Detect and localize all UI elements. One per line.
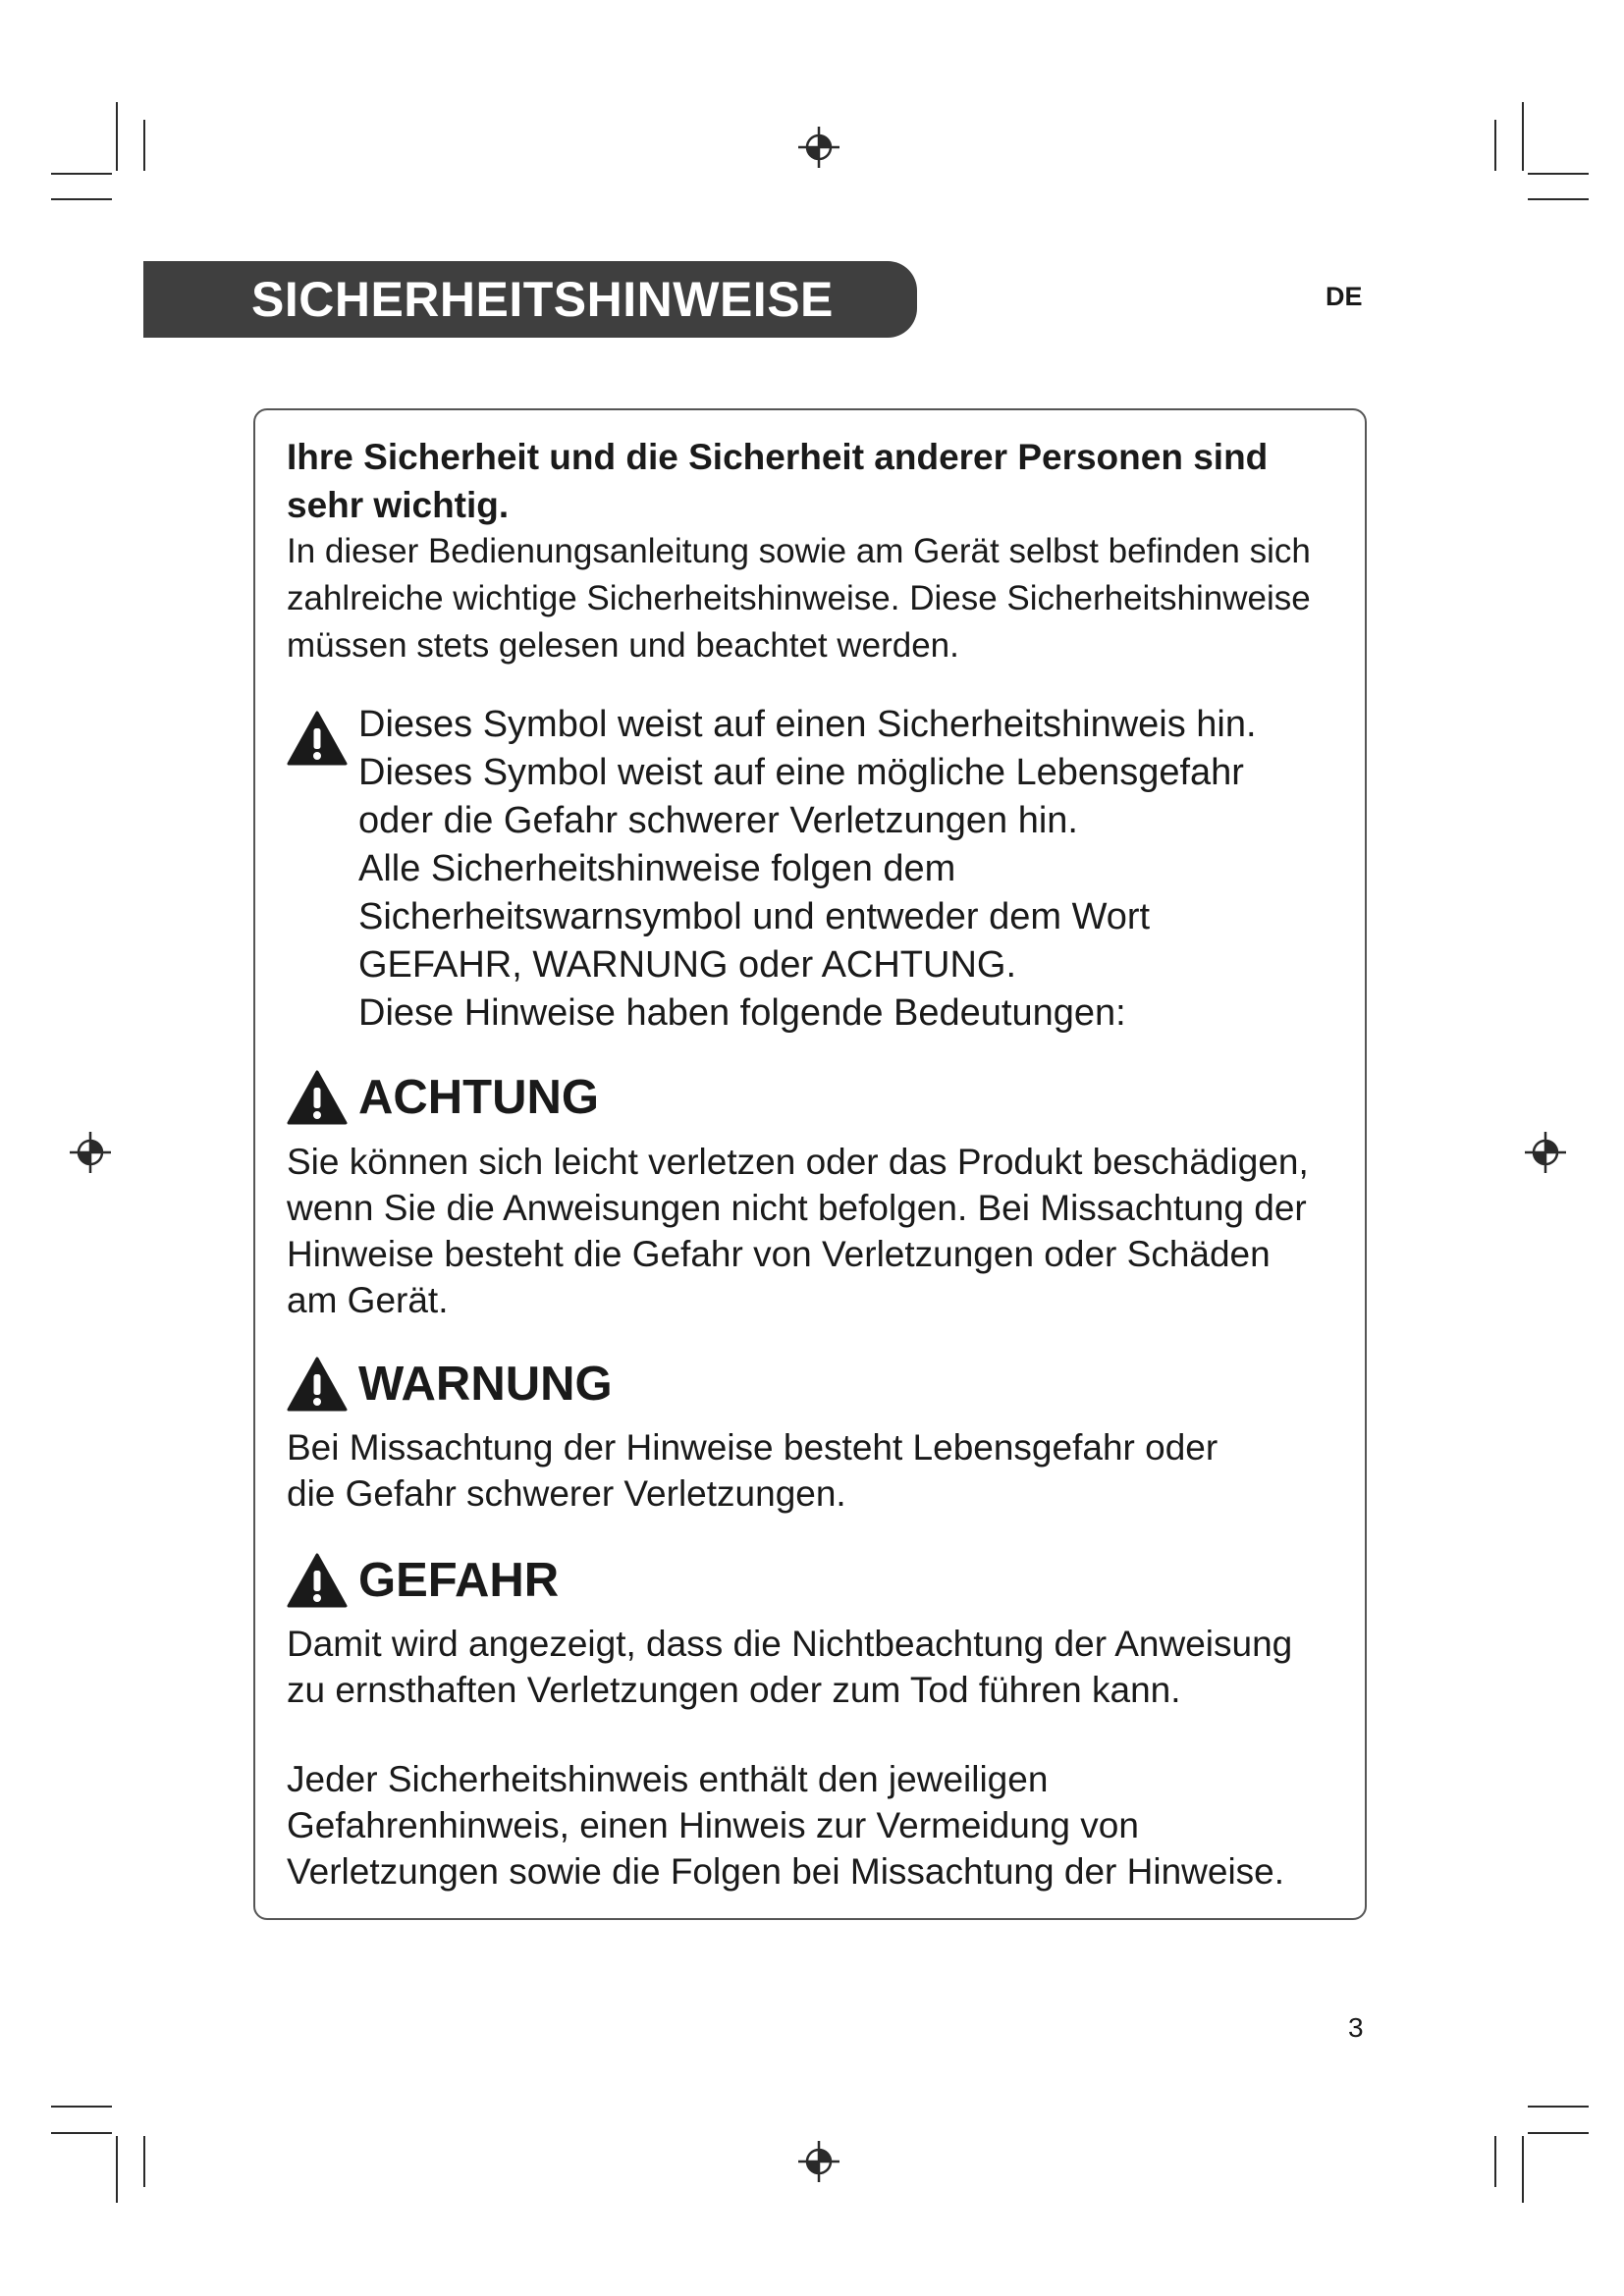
registration-mark-icon bbox=[69, 1131, 112, 1174]
closing-paragraph: Jeder Sicherheitshinweis enthält den jeweiligen Gefahrenhinweis, einen Hinweis zur Vermeidung von Verletzungen sowie die Folgen bei Missachtung der Hinweise. bbox=[287, 1759, 1285, 1892]
registration-mark-icon bbox=[1524, 1131, 1567, 1174]
warning-triangle-icon bbox=[287, 711, 348, 766]
language-code: DE bbox=[1326, 282, 1363, 311]
signal-word-gefahr: GEFAHR bbox=[358, 1554, 560, 1607]
signal-description-gefahr: Damit wird angezeigt, dass die Nichtbeachtung der Anweisung zu ernsthaften Verletzungen oder zum Tod führen kann. bbox=[287, 1624, 1293, 1710]
warning-triangle-icon bbox=[287, 1070, 348, 1125]
page-title: SICHERHEITSHINWEISE bbox=[251, 272, 834, 327]
intro-body: In dieser Bedienungsanleitung sowie am Gerät selbst befinden sich zahlreiche wichtige Sicherheitshinweise. Diese Sicherheitshinweise müssen stets gelesen und beachtet werden. bbox=[287, 532, 1311, 665]
signal-description-achtung: Sie können sich leicht verletzen oder das Produkt beschädigen, wenn Sie die Anweisungen nicht befolgen. Bei Missachtung der Hinweise besteht die Gefahr von Verletzungen oder Schäden am Gerät. bbox=[287, 1142, 1309, 1320]
warning-triangle-icon bbox=[287, 1553, 348, 1608]
registration-mark-icon bbox=[797, 126, 840, 169]
symbol-explanation: Dieses Symbol weist auf einen Sicherheitshinweis hin. Dieses Symbol weist auf eine mögliche Lebensgefahr oder die Gefahr schwerer Verletzungen hin. Alle Sicherheitshinweise folgen dem Sicherheitswarnsymbol und entweder dem Wort GEFAHR, WARNUNG oder ACHTUNG. Diese Hinweise haben folgende Bedeutungen: bbox=[358, 704, 1257, 1034]
signal-word-achtung: ACHTUNG bbox=[358, 1071, 599, 1124]
warning-triangle-icon bbox=[287, 1357, 348, 1412]
intro-heading: Ihre Sicherheit und die Sicherheit anderer Personen sind sehr wichtig. bbox=[287, 437, 1269, 525]
signal-description-warnung: Bei Missachtung der Hinweise besteht Lebensgefahr oder die Gefahr schwerer Verletzungen. bbox=[287, 1427, 1218, 1514]
registration-mark-icon bbox=[797, 2140, 840, 2183]
signal-word-warnung: WARNUNG bbox=[358, 1358, 613, 1411]
page-number: 3 bbox=[1348, 2012, 1364, 2043]
